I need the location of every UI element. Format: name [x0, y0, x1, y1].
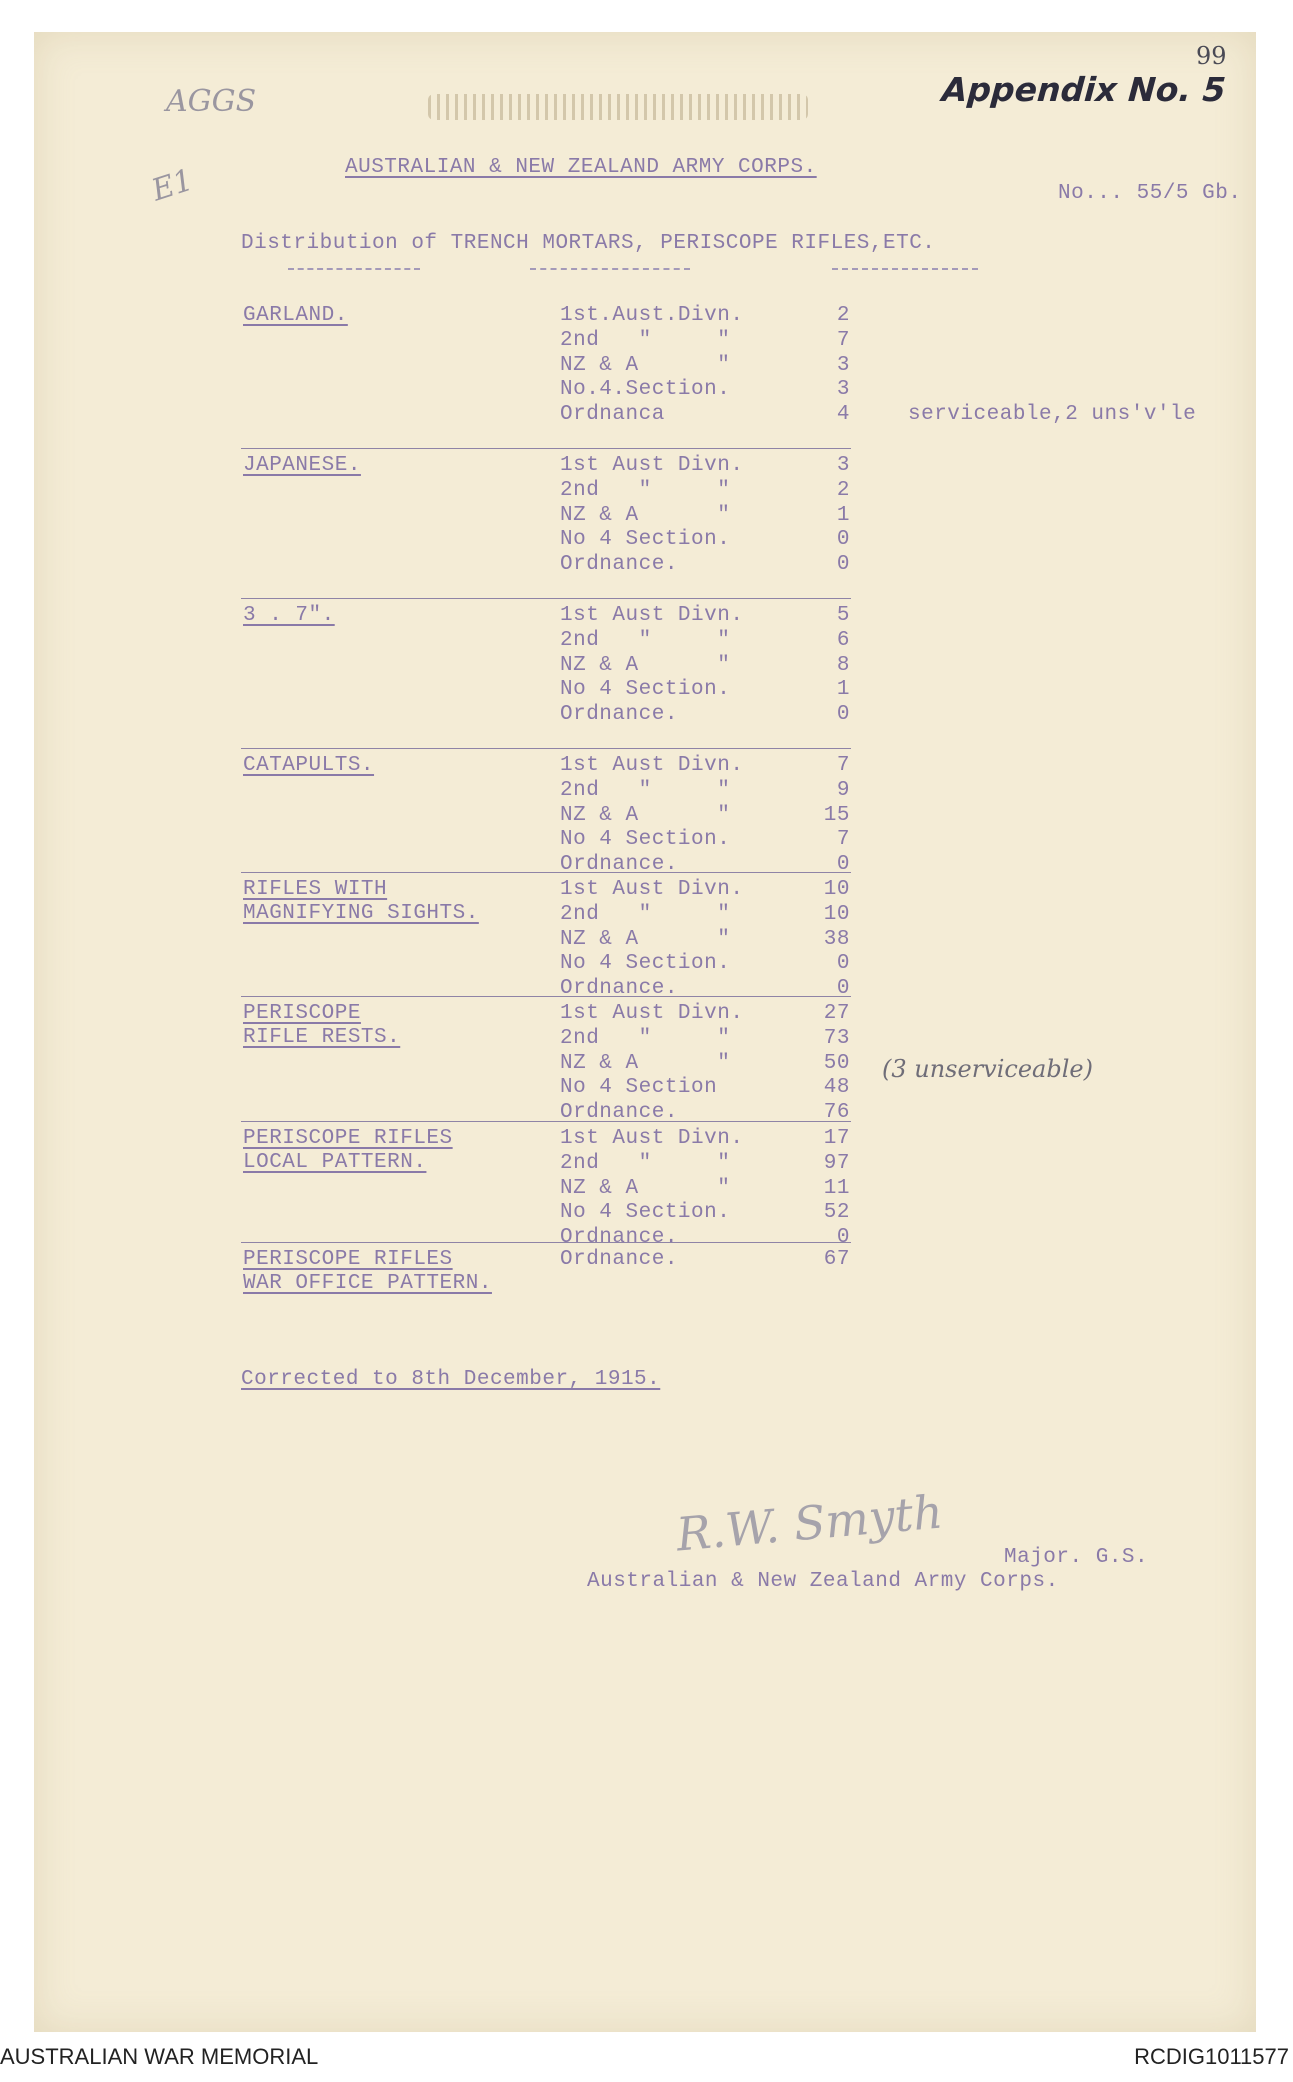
section-name: PERISCOPE	[243, 1002, 361, 1025]
subtitle-dash-1	[288, 268, 420, 270]
quantity-value: 10	[823, 878, 850, 901]
quantity-value: 8	[836, 653, 850, 677]
unit-label: 2nd " "	[560, 1026, 731, 1050]
quantity-value: 73	[823, 1026, 850, 1050]
unit-label: 1st Aust Divn.	[560, 878, 744, 901]
quantity-value: 1	[836, 503, 850, 527]
reference-number: No... 55/5 Gb.	[1058, 182, 1242, 205]
quantity-value: 1	[836, 678, 850, 702]
quantity-value: 0	[836, 1226, 850, 1250]
unit-label: 1st Aust Divn.	[560, 604, 744, 627]
quantity-value: 6	[836, 628, 850, 652]
section-name: JAPANESE.	[243, 454, 361, 477]
quantity-value: 2	[836, 478, 850, 502]
quantity-value: 38	[823, 927, 850, 951]
faded-stamp	[428, 94, 808, 120]
unit-label: No 4 Section.	[560, 828, 731, 852]
subtitle-dash-2	[530, 268, 690, 270]
quantity-value: 0	[836, 553, 850, 577]
unit-label: 1st Aust Divn.	[560, 1127, 744, 1150]
quantity-value: 48	[823, 1076, 850, 1100]
unit-label: 1st Aust Divn.	[560, 754, 744, 777]
section-name: CATAPULTS.	[243, 754, 375, 777]
unit-label: NZ & A "	[560, 1051, 731, 1075]
unit-label: Ordnance.	[560, 853, 678, 877]
quantity-value: 0	[836, 528, 850, 552]
section-divider	[241, 748, 851, 749]
unit-label: 1st Aust Divn.	[560, 454, 744, 477]
unit-label: 2nd " "	[560, 478, 731, 502]
section-note: serviceable,2 uns'v'le	[908, 403, 1197, 427]
unit-label: 2nd " "	[560, 628, 731, 652]
quantity-value: 3	[836, 353, 850, 377]
quantity-value: 50	[823, 1051, 850, 1075]
footer-record-id: RCDIG1011577	[1134, 2044, 1289, 2069]
signatory-unit: Australian & New Zealand Army Corps.	[587, 1570, 1059, 1593]
unit-label: Ordnance.	[560, 1226, 678, 1250]
quantity-value: 0	[836, 703, 850, 727]
quantity-value: 7	[836, 828, 850, 852]
section-divider	[241, 448, 851, 449]
quantity-value: 67	[823, 1248, 850, 1271]
unit-label: NZ & A "	[560, 927, 731, 951]
unit-label: NZ & A "	[560, 503, 731, 527]
section-divider	[241, 872, 851, 873]
quantity-value: 97	[823, 1151, 850, 1175]
section-divider	[241, 1121, 851, 1122]
unit-label: Ordnance.	[560, 1248, 678, 1271]
margin-note-side: E1	[147, 162, 198, 209]
section-divider	[241, 598, 851, 599]
quantity-value: 17	[823, 1127, 850, 1150]
quantity-value: 7	[836, 754, 850, 777]
unit-label: Ordnance.	[560, 977, 678, 1001]
margin-note-top-left: AGGS	[166, 84, 257, 119]
unit-label: No.4.Section.	[560, 378, 731, 402]
section-name: GARLAND.	[243, 304, 348, 327]
unit-label: Ordnance.	[560, 1101, 678, 1125]
quantity-value: 27	[823, 1002, 850, 1025]
document-heading: AUSTRALIAN & NEW ZEALAND ARMY CORPS.	[345, 156, 817, 179]
unit-label: No 4 Section	[560, 1076, 718, 1100]
quantity-value: 76	[823, 1101, 850, 1125]
unit-label: 2nd " "	[560, 778, 731, 802]
page-number: 99	[1196, 42, 1227, 70]
unit-label: 2nd " "	[560, 1151, 731, 1175]
unit-label: 2nd " "	[560, 328, 731, 352]
appendix-label: Appendix No. 5	[940, 70, 1228, 109]
section-name: MAGNIFYING SIGHTS.	[243, 902, 479, 925]
unit-label: Ordnance.	[560, 703, 678, 727]
unit-label: NZ & A "	[560, 1176, 731, 1200]
unit-label: Ordnance.	[560, 553, 678, 577]
unit-label: NZ & A "	[560, 353, 731, 377]
quantity-value: 0	[836, 853, 850, 877]
signature: R.W. Smyth	[674, 1484, 945, 1562]
section-name: 3 . 7".	[243, 604, 335, 627]
section-note: (3 unserviceable)	[882, 1055, 1093, 1083]
section-divider	[241, 996, 851, 997]
quantity-value: 10	[823, 902, 850, 926]
corrected-date: Corrected to 8th December, 1915.	[241, 1368, 661, 1391]
quantity-value: 3	[836, 454, 850, 477]
section-name: PERISCOPE RIFLES	[243, 1127, 453, 1150]
subtitle-dash-3	[832, 268, 978, 270]
unit-label: NZ & A "	[560, 803, 731, 827]
quantity-value: 4	[836, 403, 850, 427]
unit-label: NZ & A "	[560, 653, 731, 677]
quantity-value: 2	[836, 304, 850, 327]
signatory-rank: Major. G.S.	[1004, 1546, 1149, 1569]
unit-label: 2nd " "	[560, 902, 731, 926]
quantity-value: 52	[823, 1201, 850, 1225]
section-divider	[241, 1242, 851, 1243]
quantity-value: 9	[836, 778, 850, 802]
section-name: WAR OFFICE PATTERN.	[243, 1272, 492, 1295]
footer-archive-name: AUSTRALIAN WAR MEMORIAL	[0, 2044, 319, 2069]
unit-label: 1st Aust Divn.	[560, 1002, 744, 1025]
quantity-value: 5	[836, 604, 850, 627]
document-subtitle: Distribution of TRENCH MORTARS, PERISCOPE RIFLES,ETC.	[241, 232, 936, 255]
quantity-value: 7	[836, 328, 850, 352]
section-name: PERISCOPE RIFLES	[243, 1248, 453, 1271]
unit-label: No 4 Section.	[560, 678, 731, 702]
unit-label: No 4 Section.	[560, 528, 731, 552]
unit-label: No 4 Section.	[560, 952, 731, 976]
quantity-value: 0	[836, 977, 850, 1001]
unit-label: 1st.Aust.Divn.	[560, 304, 744, 327]
unit-label: No 4 Section.	[560, 1201, 731, 1225]
unit-label: Ordnanca	[560, 403, 665, 427]
quantity-value: 0	[836, 952, 850, 976]
section-name: LOCAL PATTERN.	[243, 1151, 427, 1174]
quantity-value: 15	[823, 803, 850, 827]
quantity-value: 3	[836, 378, 850, 402]
section-name: RIFLE RESTS.	[243, 1026, 401, 1049]
quantity-value: 11	[823, 1176, 850, 1200]
section-name: RIFLES WITH	[243, 878, 388, 901]
